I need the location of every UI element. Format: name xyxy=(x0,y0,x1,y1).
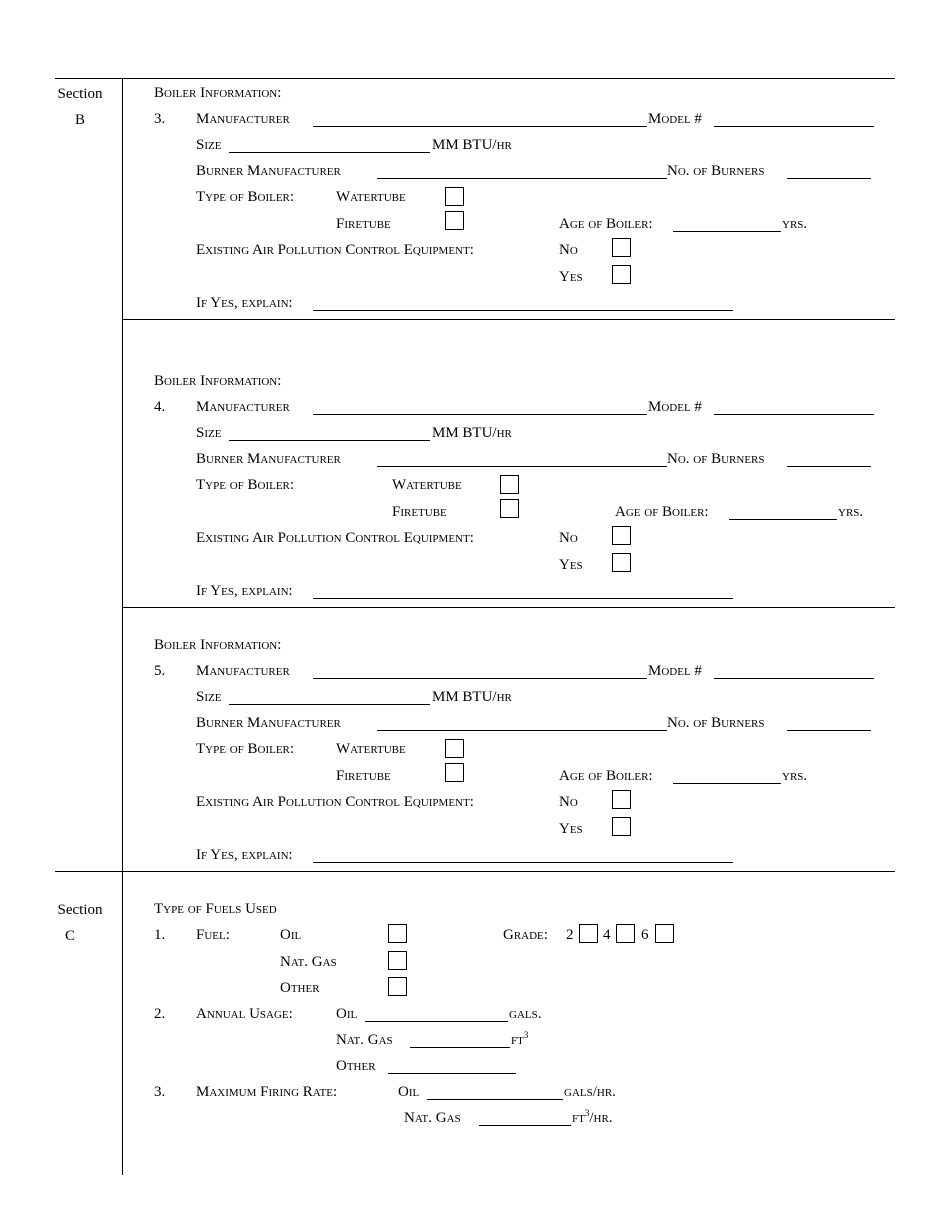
yes-checkbox[interactable] xyxy=(612,265,631,284)
rate-gas-field[interactable] xyxy=(479,1125,571,1126)
boiler-4-bottom-rule xyxy=(122,607,895,608)
model-label: Model # xyxy=(648,111,702,127)
q3-number: 3. xyxy=(154,1084,166,1100)
explain-label: If Yes, explain: xyxy=(196,583,293,599)
grade-6-checkbox[interactable] xyxy=(655,924,674,943)
explain-field[interactable] xyxy=(313,310,733,311)
boiler-heading: Boiler Information: xyxy=(154,373,282,389)
num-burners-field[interactable] xyxy=(787,178,871,179)
boiler-number: 4. xyxy=(154,399,166,415)
type-of-boiler-label: Type of Boiler: xyxy=(196,477,295,493)
age-of-boiler-field[interactable] xyxy=(729,519,837,520)
burner-manufacturer-label: Burner Manufacturer xyxy=(196,715,341,731)
model-field[interactable] xyxy=(714,126,874,127)
watertube-label: Watertube xyxy=(336,189,406,205)
fuel-oil-checkbox[interactable] xyxy=(388,924,407,943)
explain-field[interactable] xyxy=(313,598,733,599)
explain-label: If Yes, explain: xyxy=(196,847,293,863)
q2-number: 2. xyxy=(154,1006,166,1022)
type-of-boiler-label: Type of Boiler: xyxy=(196,189,295,205)
top-rule xyxy=(55,78,895,79)
section-c-letter: C xyxy=(64,928,75,944)
usage-oil-field[interactable] xyxy=(365,1021,508,1022)
boiler-3-bottom-rule xyxy=(122,319,895,320)
size-unit: MM BTU/hr xyxy=(432,137,512,153)
boiler-heading: Boiler Information: xyxy=(154,85,282,101)
yes-checkbox[interactable] xyxy=(612,817,631,836)
age-of-boiler-label: Age of Boiler: xyxy=(559,216,653,232)
fuel-nat-gas-checkbox[interactable] xyxy=(388,951,407,970)
burner-manufacturer-label: Burner Manufacturer xyxy=(196,163,341,179)
fuel-nat-gas-label: Nat. Gas xyxy=(280,954,337,970)
manufacturer-label: Manufacturer xyxy=(196,663,290,679)
yes-label: Yes xyxy=(559,269,583,285)
firetube-checkbox[interactable] xyxy=(445,211,464,230)
age-of-boiler-label: Age of Boiler: xyxy=(615,504,709,520)
rate-gas-unit: $ft^3/hr$. xyxy=(572,1108,613,1126)
age-of-boiler-field[interactable] xyxy=(673,783,781,784)
num-burners-field[interactable] xyxy=(787,730,871,731)
manufacturer-field[interactable] xyxy=(313,414,647,415)
air-pollution-label: Existing Air Pollution Control Equipment: xyxy=(196,530,474,546)
model-field[interactable] xyxy=(714,414,874,415)
type-of-boiler-label: Type of Boiler: xyxy=(196,741,295,757)
usage-other-label: Other xyxy=(336,1058,376,1074)
size-field[interactable] xyxy=(229,152,430,153)
explain-field[interactable] xyxy=(313,862,733,863)
grade-4-label: 4 xyxy=(603,927,611,943)
burner-manufacturer-field[interactable] xyxy=(377,730,667,731)
rate-gas-label: Nat. Gas xyxy=(404,1110,461,1126)
grade-4-checkbox[interactable] xyxy=(616,924,635,943)
grade-6-label: 6 xyxy=(641,927,649,943)
air-pollution-label: Existing Air Pollution Control Equipment: xyxy=(196,242,474,258)
section-c-label: Section xyxy=(57,902,103,918)
watertube-label: Watertube xyxy=(392,477,462,493)
section-b-label: Section xyxy=(57,86,103,102)
watertube-label: Watertube xyxy=(336,741,406,757)
fuel-oil-label: Oil xyxy=(280,927,302,943)
watertube-checkbox[interactable] xyxy=(500,475,519,494)
manufacturer-field[interactable] xyxy=(313,678,647,679)
manufacturer-label: Manufacturer xyxy=(196,111,290,127)
yrs-label: yrs. xyxy=(782,768,808,784)
age-of-boiler-label: Age of Boiler: xyxy=(559,768,653,784)
manufacturer-field[interactable] xyxy=(313,126,647,127)
grade-label: Grade: xyxy=(503,927,548,943)
num-burners-label: No. of Burners xyxy=(667,715,765,731)
section-b-bottom-rule xyxy=(55,871,895,872)
size-field[interactable] xyxy=(229,440,430,441)
burner-manufacturer-field[interactable] xyxy=(377,466,667,467)
no-label: No xyxy=(559,530,578,546)
watertube-checkbox[interactable] xyxy=(445,187,464,206)
yes-label: Yes xyxy=(559,821,583,837)
watertube-checkbox[interactable] xyxy=(445,739,464,758)
fuel-other-label: Other xyxy=(280,980,320,996)
size-unit: MM BTU/hr xyxy=(432,689,512,705)
usage-oil-unit: gals. xyxy=(509,1006,542,1022)
explain-label: If Yes, explain: xyxy=(196,295,293,311)
model-label: Model # xyxy=(648,399,702,415)
fuels-heading: Type of Fuels Used xyxy=(154,901,277,917)
boiler-number: 5. xyxy=(154,663,166,679)
rate-oil-unit: gals/hr. xyxy=(564,1084,616,1100)
size-field[interactable] xyxy=(229,704,430,705)
usage-gas-label: Nat. Gas xyxy=(336,1032,393,1048)
usage-gas-unit: $ft^3$ xyxy=(511,1030,529,1048)
model-field[interactable] xyxy=(714,678,874,679)
num-burners-label: No. of Burners xyxy=(667,451,765,467)
yrs-label: yrs. xyxy=(782,216,808,232)
firetube-label: Firetube xyxy=(392,504,447,520)
fuel-label: Fuel: xyxy=(196,927,230,943)
q1-number: 1. xyxy=(154,927,166,943)
no-label: No xyxy=(559,242,578,258)
size-label: Size xyxy=(196,689,222,705)
air-pollution-label: Existing Air Pollution Control Equipment: xyxy=(196,794,474,810)
grade-2-label: 2 xyxy=(566,927,574,943)
section-divider-vertical xyxy=(122,78,123,1175)
num-burners-field[interactable] xyxy=(787,466,871,467)
grade-2-checkbox[interactable] xyxy=(579,924,598,943)
no-checkbox[interactable] xyxy=(612,526,631,545)
boiler-number: 3. xyxy=(154,111,166,127)
no-label: No xyxy=(559,794,578,810)
section-b-letter: B xyxy=(74,112,85,128)
size-label: Size xyxy=(196,137,222,153)
rate-oil-label: Oil xyxy=(398,1084,420,1100)
num-burners-label: No. of Burners xyxy=(667,163,765,179)
burner-manufacturer-label: Burner Manufacturer xyxy=(196,451,341,467)
usage-gas-field[interactable] xyxy=(410,1047,510,1048)
usage-oil-label: Oil xyxy=(336,1006,358,1022)
age-of-boiler-field[interactable] xyxy=(673,231,781,232)
fuel-other-checkbox[interactable] xyxy=(388,977,407,996)
max-firing-rate-label: Maximum Firing Rate: xyxy=(196,1084,338,1100)
size-label: Size xyxy=(196,425,222,441)
boiler-heading: Boiler Information: xyxy=(154,637,282,653)
model-label: Model # xyxy=(648,663,702,679)
no-checkbox[interactable] xyxy=(612,790,631,809)
manufacturer-label: Manufacturer xyxy=(196,399,290,415)
firetube-checkbox[interactable] xyxy=(500,499,519,518)
annual-usage-label: Annual Usage: xyxy=(196,1006,293,1022)
firetube-label: Firetube xyxy=(336,768,391,784)
usage-other-field[interactable] xyxy=(388,1073,516,1074)
yrs-label: yrs. xyxy=(838,504,864,520)
yes-checkbox[interactable] xyxy=(612,553,631,572)
burner-manufacturer-field[interactable] xyxy=(377,178,667,179)
firetube-label: Firetube xyxy=(336,216,391,232)
yes-label: Yes xyxy=(559,557,583,573)
no-checkbox[interactable] xyxy=(612,238,631,257)
firetube-checkbox[interactable] xyxy=(445,763,464,782)
rate-oil-field[interactable] xyxy=(427,1099,563,1100)
size-unit: MM BTU/hr xyxy=(432,425,512,441)
